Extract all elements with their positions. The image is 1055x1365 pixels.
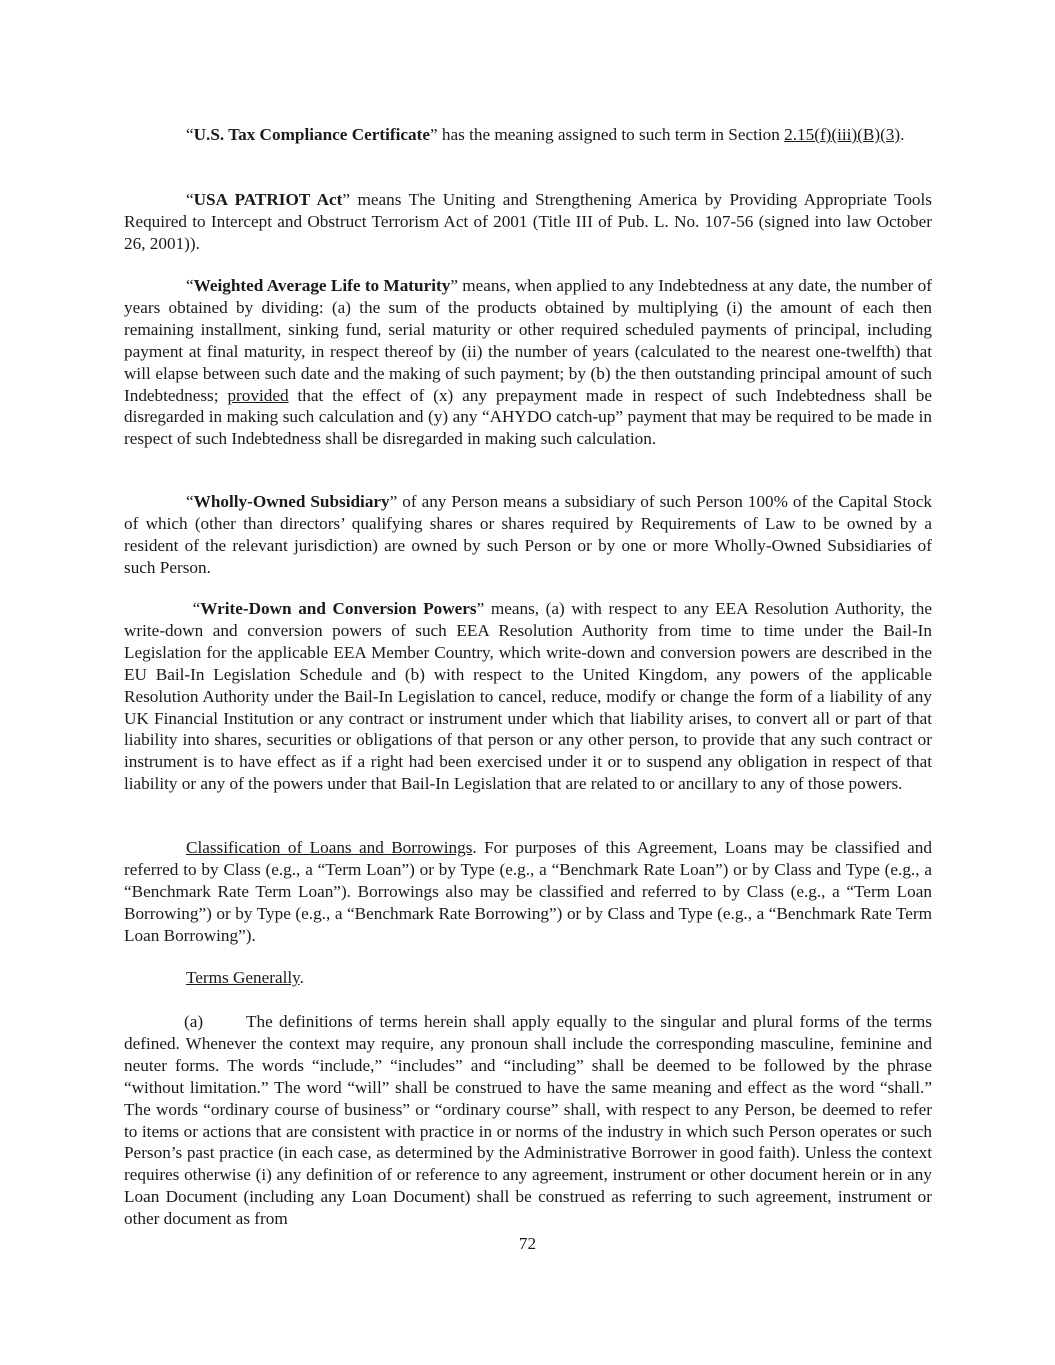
section-heading: Classification of Loans and Borrowings	[186, 838, 473, 857]
defined-term: Weighted Average Life to Maturity	[193, 276, 451, 295]
definition-weighted-average-life: “Weighted Average Life to Maturity” means, when applied to any Indebtedness at any date, the number of years obtained by dividing: (a) the sum of the products obtained by multiplying (i) the amount of each then remaining installment, sinking fund, serial maturity or other required scheduled payments of principal, including payment at final maturity, in respect thereof by (ii) the number of years (calculated to the nearest one-twelfth) that will elapse between such date and the making of such payment; by (b) the then outstanding principal amount of such Indebtedness; provided that the effect of (x) any prepayment made in respect of such Indebtedness shall be disregarded in making such calculation and (y) any “AHYDO catch-up” payment that may be required to be made in respect of such Indebtedness shall be disregarded in making such calculation.	[124, 276, 932, 449]
section-classification-of-loans: Classification of Loans and Borrowings. For purposes of this Agreement, Loans may be classified and referred to by Class (e.g., a “Term Loan”) or by Type (e.g., a “Benchmark Rate Loan”) or by Class and Type (e.g., a “Benchmark Rate Term Loan”). Borrowings also may be classified and referred to by Class (e.g., a “Term Loan Borrowing”) or by Type (e.g., a “Benchmark Rate Borrowing”) or by Class and Type (e.g., a “Benchmark Rate Term Loan Borrowing”).	[124, 838, 932, 945]
page-number: 72	[518, 1234, 537, 1253]
definition-us-tax-compliance-certificate: “U.S. Tax Compliance Certificate” has the meaning assigned to such term in Section 2.15(f)(iii)(B)(3).	[186, 125, 905, 144]
section-terms-generally: Terms Generally.	[186, 968, 304, 987]
definition-usa-patriot-act: “USA PATRIOT Act” means The Uniting and Strengthening America by Providing Appropriate Tools Required to Intercept and Obstruct Terrorism Act of 2001 (Title III of Pub. L. No. 107-56 (signed into law October 26, 2001)).	[124, 190, 932, 253]
definition-write-down-conversion-powers: “Write-Down and Conversion Powers” means, (a) with respect to any EEA Resolution Authority, the write-down and conversion powers of such EEA Resolution Authority from time to time under the Bail-In Legislation for the applicable EEA Member Country, which write-down and conversion powers are described in the EU Bail-In Legislation Schedule and (b) with respect to the United Kingdom, any powers of the applicable Resolution Authority under the Bail-In Legislation to cancel, reduce, modify or change the form of a liability of any UK Financial Institution or any contract or instrument under which that liability arises, to convert all or part of that liability into shares, securities or obligations of that person or any other person, to provide that any such contract or instrument is to have effect as if a right had been exercised under it or to suspend any obligation in respect of that liability or any of the powers under that Bail-In Legislation that are related to or ancillary to any of those powers.	[124, 599, 933, 794]
section-reference: 2.15(f)(iii)(B)(3)	[784, 125, 901, 144]
clause-a: (a) The definitions of terms herein shall apply equally to the singular and plural forms of the terms defined. Whenever the context may require, any pronoun shall include the corresponding masculine, feminine and neuter forms. The words “include,” “includes” and “including” shall be deemed to be followed by the phrase “without limitation.” The word “will” shall be construed to have the same meaning and effect as the word “shall.” The words “ordinary course of business” or “ordinary course” shall, with respect to any Person, be deemed to refer to items or actions that are consistent with practice in or norms of the industry in which such Person operates or such Person’s past practice (in each case, as determined by the Administrative Borrower in good faith). Unless the context requires otherwise (i) any definition of or reference to any agreement, instrument or other document herein or in any Loan Document (including any Loan Document) shall be construed as referring to such agreement, instrument or other document as from	[124, 1012, 932, 1229]
clause-number: (a)	[184, 1012, 204, 1031]
defined-term: Write-Down and Conversion Powers	[200, 599, 477, 618]
defined-term: U.S. Tax Compliance Certificate	[193, 125, 430, 144]
proviso-term: provided	[227, 385, 289, 405]
section-heading: Terms Generally	[186, 968, 300, 987]
definition-wholly-owned-subsidiary: “Wholly-Owned Subsidiary” of any Person means a subsidiary of such Person 100% of the Capital Stock of which (other than directors’ qualifying shares or shares required by Requirements of Law to be owned by a resident of the relevant jurisdiction) are owned by such Person or by one or more Wholly-Owned Subsidiaries of such Person.	[124, 492, 932, 577]
defined-term: USA PATRIOT Act	[193, 190, 343, 209]
defined-term: Wholly-Owned Subsidiary	[193, 492, 390, 511]
